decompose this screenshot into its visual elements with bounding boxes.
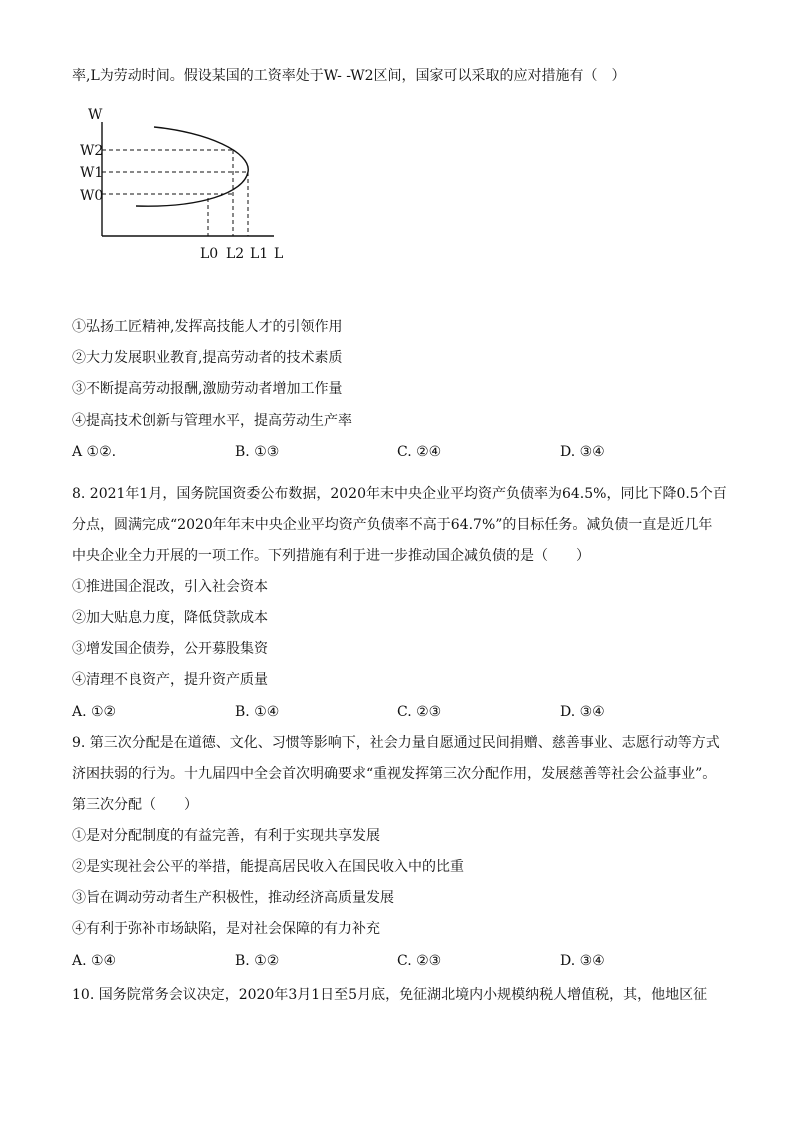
q9-item-1: ①是对分配制度的有益完善，有利于实现共享发展 (72, 828, 380, 844)
q7-option-d[interactable]: D. ③④ (560, 444, 605, 460)
w-axis-label: W (88, 107, 103, 123)
q7-item-2: ②大力发展职业教育,提高劳动者的技术素质 (72, 350, 343, 366)
q8-stem-line-2: 分点，圆满完成“2020年年末中央企业平均资产负债率不高于64.7%”的目标任务。减负债一直是近几年 (72, 517, 713, 533)
q9-stem-line-3: 第三次分配（ ） (72, 797, 198, 813)
q9-item-3: ③旨在调动劳动者生产积极性，推动经济高质量发展 (72, 890, 394, 906)
l0-label: L0 (200, 246, 219, 262)
q7-item-4: ④提高技术创新与管理水平，提高劳动生产率 (72, 413, 352, 429)
w0-label: W0 (80, 188, 104, 204)
q9-option-c[interactable]: C. ②③ (397, 953, 442, 969)
q7-option-b[interactable]: B. ①③ (235, 444, 280, 460)
q8-option-a[interactable]: A. ①② (72, 704, 117, 720)
q8-stem-line-1: 8. 2021年1月，国务院国资委公布数据，2020年末中央企业平均资产负债率为64.5%，同比下降0.5个百 (72, 486, 727, 502)
q8-item-2: ②加大贴息力度，降低贷款成本 (72, 610, 268, 626)
q9-option-d[interactable]: D. ③④ (560, 953, 605, 969)
q8-item-1: ①推进国企混改，引入社会资本 (72, 579, 268, 595)
q9-stem-line-1: 9. 第三次分配是在道德、文化、习惯等影响下，社会力量自愿通过民间捐赠、慈善事业、志愿行动等方式 (72, 735, 720, 751)
q9-options (72, 952, 732, 970)
q9-item-2: ②是实现社会公平的举措，能提高居民收入在国民收入中的比重 (72, 859, 464, 875)
q9-stem-line-2: 济困扶弱的行为。十九届四中全会首次明确要求“重视发挥第三次分配作用，发展慈善等社会公益事业”。 (72, 766, 717, 782)
q8-option-c[interactable]: C. ②③ (397, 704, 442, 720)
q8-item-3: ③增发国企债券，公开募股集资 (72, 641, 268, 657)
q8-options (72, 703, 732, 721)
q10-stem-line-1: 10. 国务院常务会议决定，2020年3月1日至5月底，免征湖北境内小规模纳税人增值税，其，他地区征 (72, 987, 708, 1003)
q9-option-a[interactable]: A. ①④ (72, 953, 117, 969)
w2-label: W2 (80, 143, 104, 159)
q8-stem-line-3: 中央企业全力开展的一项工作。下列措施有利于进一步推动国企减负债的是（ ） (72, 548, 590, 564)
l-axis-label: L (274, 246, 284, 262)
l2-label: L2 (226, 246, 245, 262)
q7-option-a[interactable]: A ①②. (72, 444, 117, 460)
q7-item-3: ③不断提高劳动报酬,激励劳动者增加工作量 (72, 381, 343, 397)
q7-option-c[interactable]: C. ②④ (397, 444, 442, 460)
labor-supply-curve-graph (74, 100, 294, 265)
q9-option-b[interactable]: B. ①② (235, 953, 280, 969)
q7-item-1: ①弘扬工匠精神,发挥高技能人才的引领作用 (72, 319, 343, 335)
q7-options (72, 443, 732, 461)
q8-item-4: ④清理不良资产，提升资产质量 (72, 672, 268, 688)
question-7-stem: 率,L为劳动时间。假设某国的工资率处于W- -W2区间，国家可以采取的应对措施有（ ） (72, 68, 626, 84)
l1-label: L1 (250, 246, 269, 262)
q9-item-4: ④有利于弥补市场缺陷，是对社会保障的有力补充 (72, 921, 380, 937)
q8-option-b[interactable]: B. ①④ (235, 704, 280, 720)
w1-label: W1 (80, 165, 104, 181)
q8-option-d[interactable]: D. ③④ (560, 704, 605, 720)
